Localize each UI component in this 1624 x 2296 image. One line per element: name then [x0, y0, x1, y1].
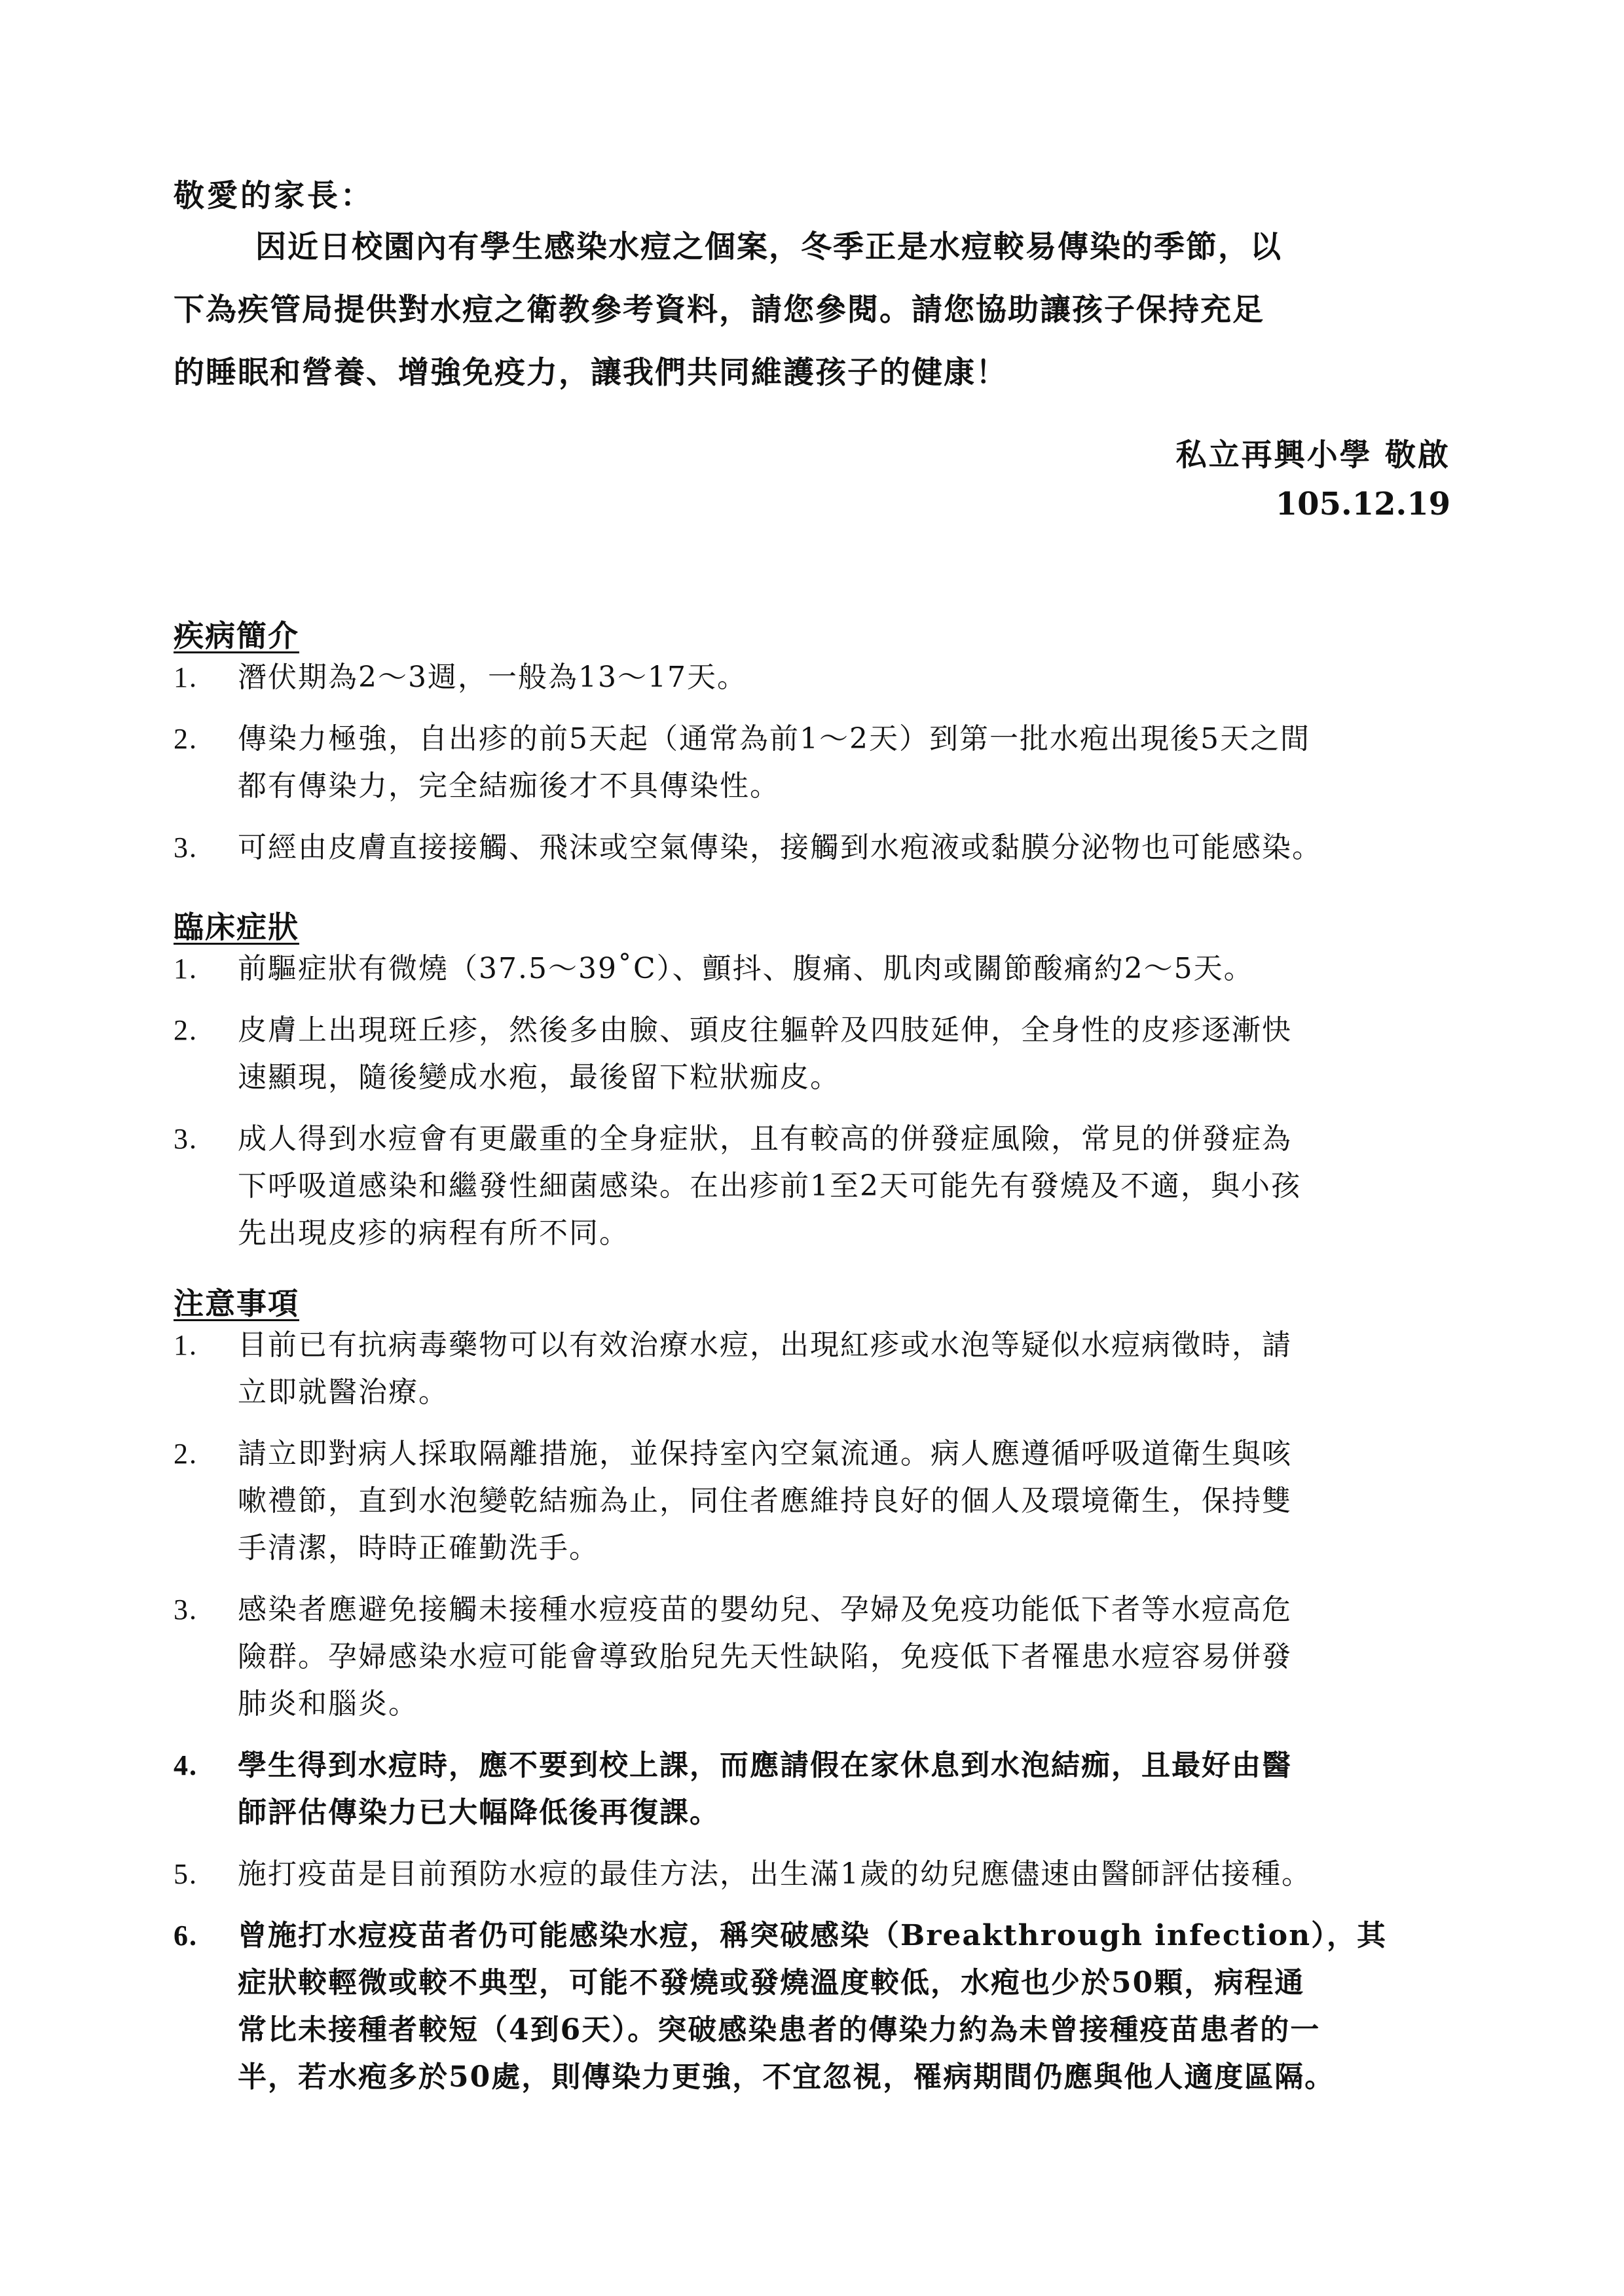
item-number: 2.	[174, 1014, 198, 1046]
item-number: 3.	[174, 831, 198, 864]
salutation: 敬愛的家長：	[174, 178, 374, 214]
list-item	[174, 1322, 1483, 1416]
item-text: 皮膚上出現斑丘疹，然後多由臉、頭皮往軀幹及四肢延伸，全身性的皮疹逐漸快 速顯現，隨後變成水疱，最後留下粒狀痂皮。	[238, 1013, 1292, 1094]
item-number: 6.	[174, 1920, 198, 1952]
list-item	[174, 1912, 1483, 2101]
list-item	[174, 1851, 1483, 1898]
item-text: 請立即對病人採取隔離措施，並保持室內空氣流通。病人應遵循呼吸道衛生與咳 嗽禮節，直到水泡變乾結痂為止，同住者應維持良好的個人及環境衛生，保持雙 手清潔，時時正確勤洗手。	[238, 1437, 1292, 1565]
item-number: 1.	[174, 661, 198, 693]
intro-line: 的睡眠和營養、增強免疫力，讓我們共同維護孩子的健康！	[174, 355, 1008, 391]
section-title: 注意事項	[174, 1286, 299, 1321]
list-item	[174, 824, 1483, 871]
item-text: 曾施打水痘疫苗者仍可能感染水痘，稱突破感染（Breakthrough infection），其 症狀較輕微或較不典型，可能不發燒或發燒溫度較低，水疱也少於50顆，病程通 常比未接種者較短（4到6天）。突破感染患者的傳染力約為未曾接種疫苗患者的一 半，若水疱多於50處，則傳染力更強，不宜忽視，罹病期間仍應與他人適度區隔。	[238, 1919, 1388, 2094]
section-disease-intro	[174, 612, 1483, 886]
item-text: 可經由皮膚直接接觸、飛沫或空氣傳染，接觸到水疱液或黏膜分泌物也可能感染。	[238, 831, 1322, 864]
intro-line: 因近日校園內有學生感染水痘之個案，冬季正是水痘較易傳染的季節，以	[255, 229, 1282, 265]
signature: 私立再興小學 敬啟	[1175, 437, 1450, 473]
item-number: 5.	[174, 1858, 198, 1890]
list-item	[174, 716, 1483, 810]
item-number: 2.	[174, 1438, 198, 1470]
section-title: 臨床症狀	[174, 909, 299, 945]
item-number: 1.	[174, 1329, 198, 1361]
section-title: 疾病簡介	[174, 618, 299, 653]
section-precautions	[174, 1280, 1483, 2115]
intro-paragraph	[174, 216, 1450, 405]
item-text: 潛伏期為2～3週，一般為13～17天。	[238, 661, 747, 694]
item-text: 傳染力極強，自出疹的前5天起（通常為前1～2天）到第一批水疱出現後5天之間 都有傳染力，完全結痂後才不具傳染性。	[238, 722, 1310, 803]
list-item	[174, 1430, 1483, 1572]
list-item	[174, 1742, 1483, 1836]
list-item	[174, 1116, 1483, 1257]
item-text: 目前已有抗病毒藥物可以有效治療水痘，出現紅疹或水泡等疑似水痘病徵時，請 立即就醫治療。	[238, 1328, 1292, 1409]
item-text: 成人得到水痘會有更嚴重的全身症狀，且有較高的併發症風險，常見的併發症為 下呼吸道感染和繼發性細菌感染。在出疹前1至2天可能先有發燒及不適，與小孩 先出現皮疹的病程有所不同。	[238, 1122, 1301, 1250]
intro-line: 下為疾管局提供對水痘之衛教參考資料，請您參閱。請您協助讓孩子保持充足	[174, 292, 1264, 328]
list-item	[174, 1586, 1483, 1728]
item-text: 施打疫苗是目前預防水痘的最佳方法，出生滿1歲的幼兒應儘速由醫師評估接種。	[238, 1857, 1312, 1891]
item-number: 3.	[174, 1123, 198, 1155]
list-item	[174, 1007, 1483, 1101]
item-text: 學生得到水痘時，應不要到校上課，而應請假在家休息到水泡結痂，且最好由醫 師評估傳染力已大幅降低後再復課。	[238, 1749, 1292, 1829]
item-number: 1.	[174, 953, 198, 985]
list-item	[174, 654, 1483, 701]
item-number: 3.	[174, 1594, 198, 1626]
item-text: 前驅症狀有微燒（37.5～39˚C）、顫抖、腹痛、肌肉或關節酸痛約2～5天。	[238, 952, 1254, 985]
item-number: 4.	[174, 1749, 198, 1781]
letter-date: 105.12.19	[1275, 486, 1450, 522]
item-text: 感染者應避免接觸未接種水痘疫苗的嬰幼兒、孕婦及免疫功能低下者等水痘高危 險群。孕婦感染水痘可能會導致胎兒先天性缺陷，免疫低下者罹患水痘容易併發 肺炎和腦炎。	[238, 1593, 1292, 1721]
item-number: 2.	[174, 723, 198, 755]
list-item	[174, 945, 1483, 993]
section-clinical-symptoms	[174, 903, 1483, 1271]
